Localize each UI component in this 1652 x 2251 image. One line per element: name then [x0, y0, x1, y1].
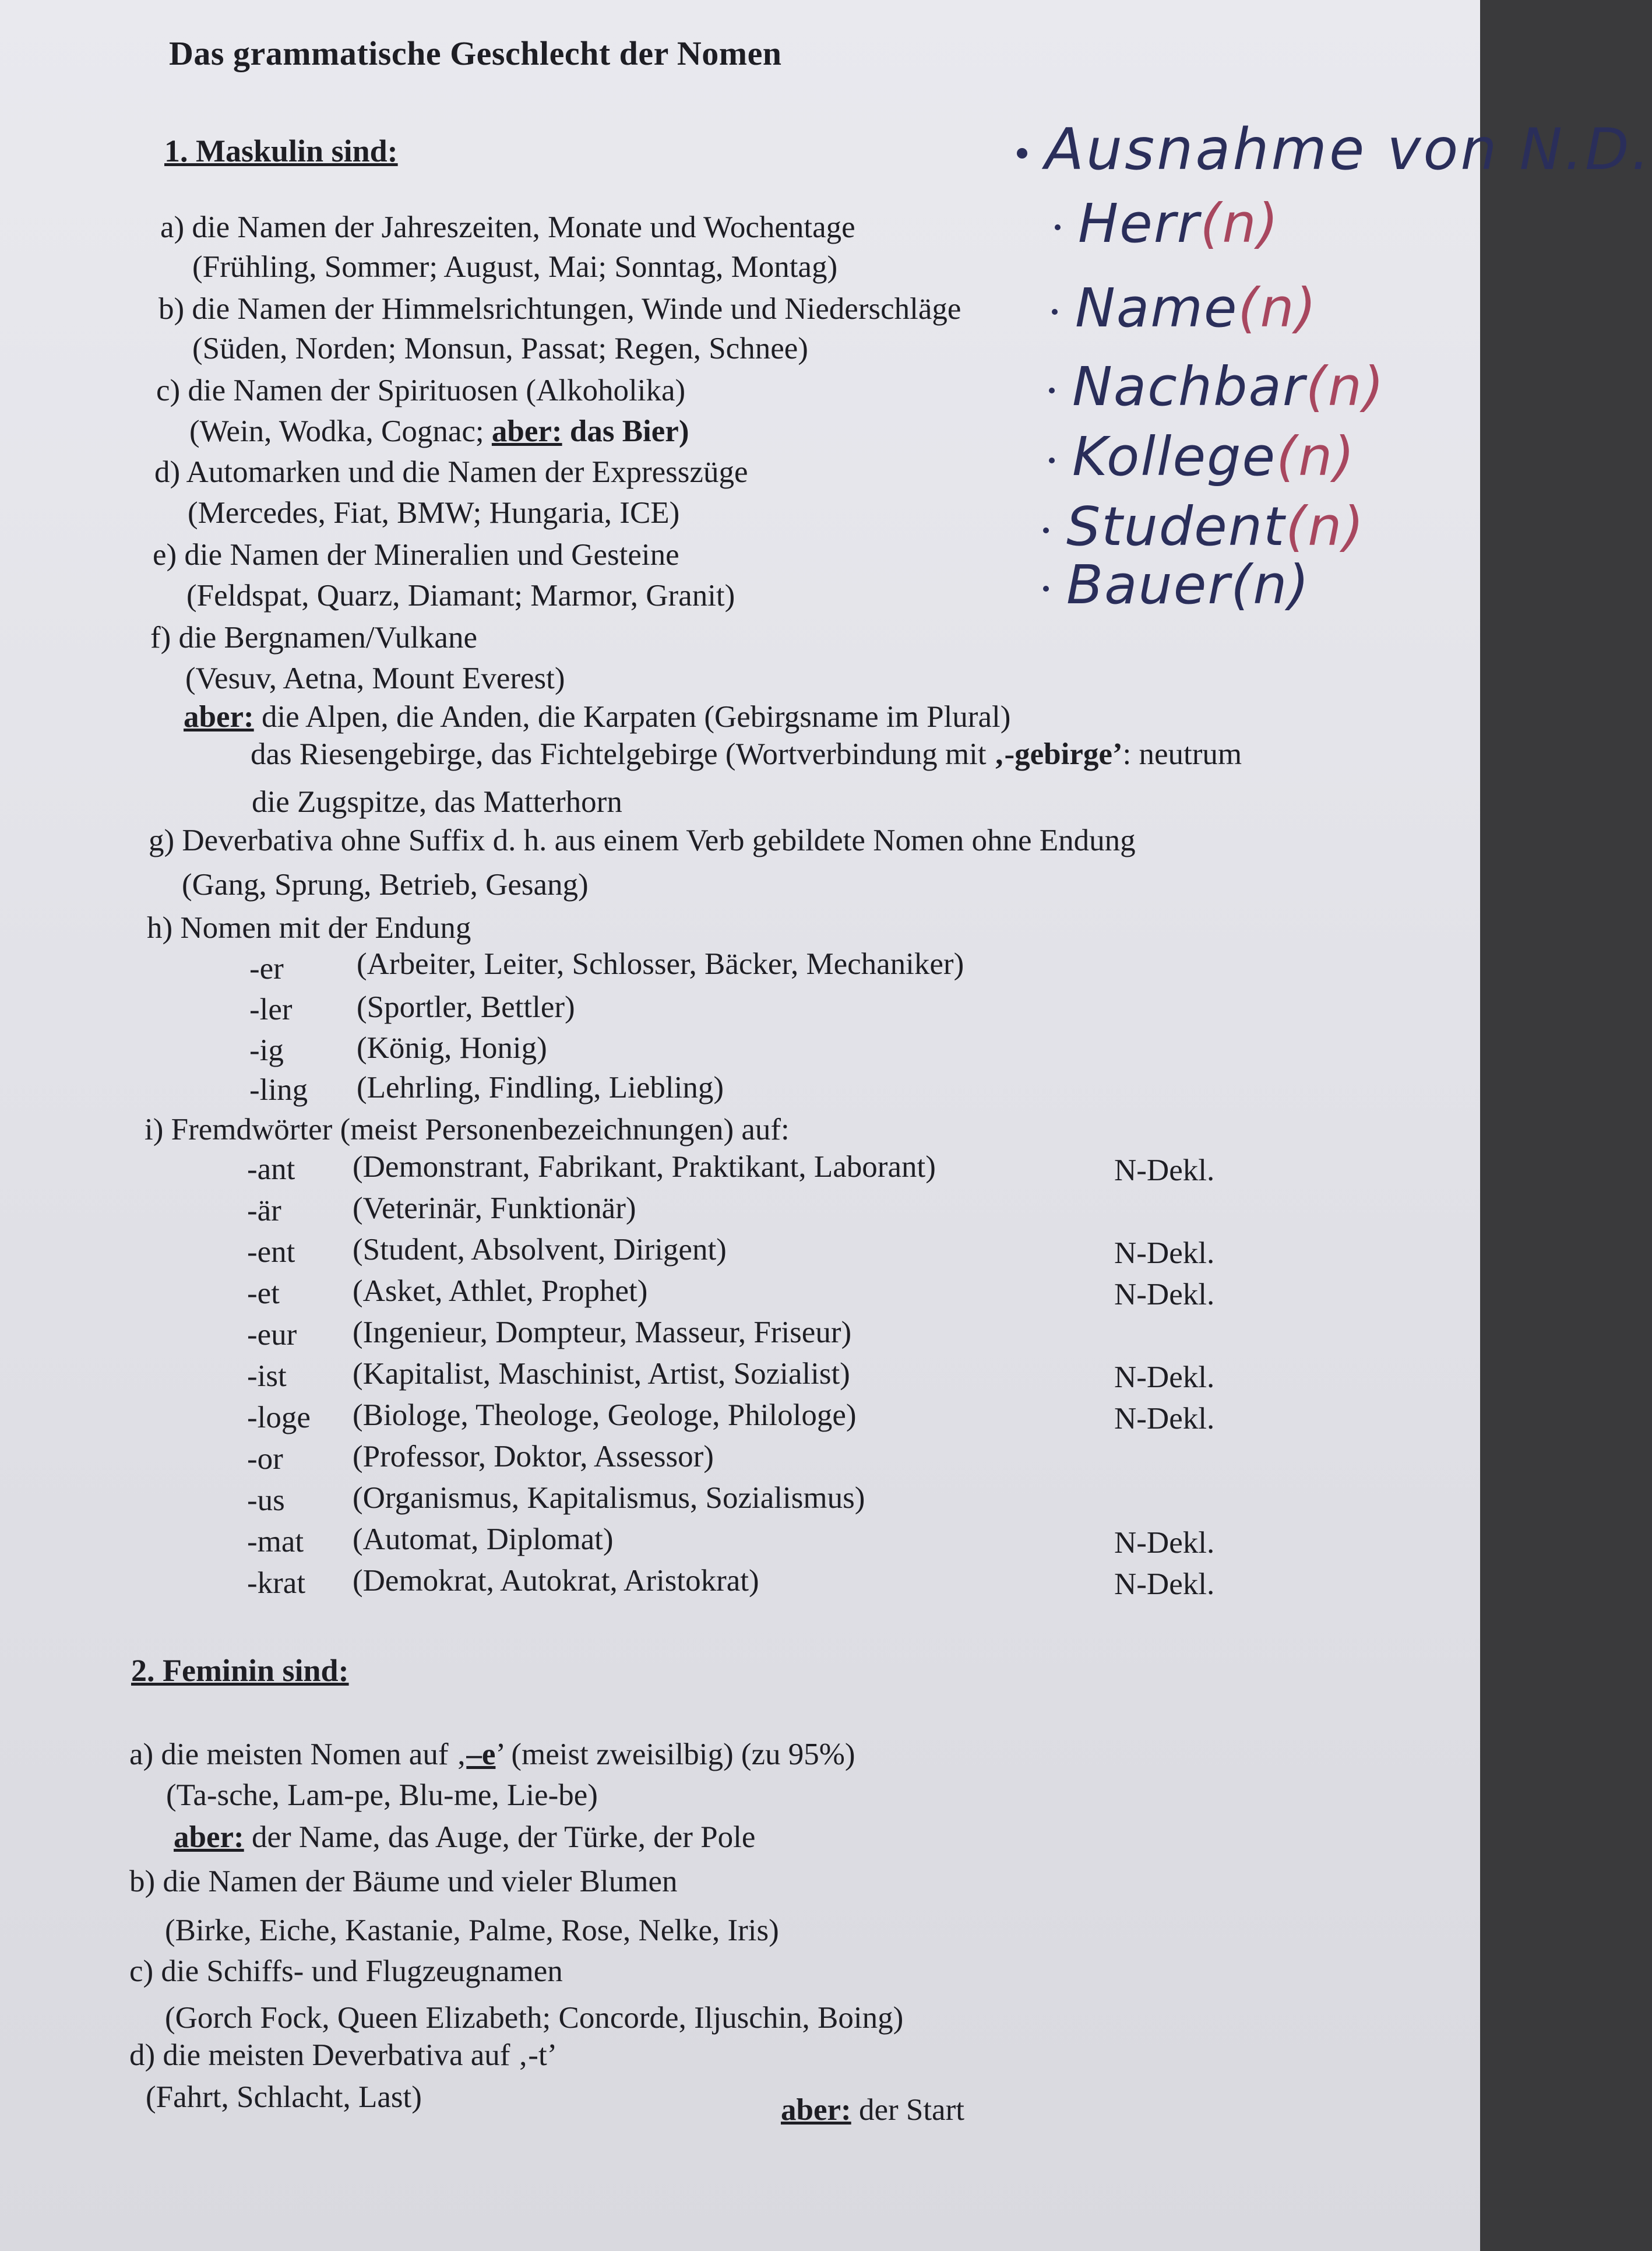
bullet-icon [1017, 148, 1027, 159]
fem-item-d-label: d) die meisten Deverbativa auf ‚-t’ [129, 2038, 558, 2072]
n-dekl-note: N-Dekl. [1114, 1567, 1215, 1601]
item-a-example: (Frühling, Sommer; August, Mai; Sonntag, Montag) [192, 250, 838, 284]
item-e-example: (Feldspat, Quarz, Diamant; Marmor, Granit) [186, 579, 735, 613]
dot-icon [1049, 458, 1055, 463]
dot-icon [1052, 309, 1058, 315]
fremdwort-suffix: -loge [247, 1401, 311, 1434]
handwritten-entry-kollege: Kollege(n) [1049, 425, 1355, 488]
fremdwort-suffix: -är [247, 1194, 281, 1228]
n-dekl-note: N-Dekl. [1114, 1278, 1215, 1311]
item-g-example: (Gang, Sprung, Betrieb, Gesang) [182, 868, 589, 902]
fremdwort-suffix: -mat [247, 1525, 304, 1559]
suffix-ler: -ler [249, 993, 293, 1026]
fem-item-a-label: a) die meisten Nomen auf ‚–e’ (meist zweisilbig) (zu 95%) [129, 1738, 855, 1771]
handwritten-entry-herr: Herr(n) [1055, 192, 1280, 255]
dot-icon [1043, 586, 1049, 592]
item-h-label: h) Nomen mit der Endung [147, 911, 471, 945]
item-i-label: i) Fremdwörter (meist Personenbezeichnungen) auf: [145, 1113, 790, 1146]
page-title: Das grammatische Geschlecht der Nomen [169, 34, 782, 72]
fremdwort-words: (Demonstrant, Fabrikant, Praktikant, Laborant) [353, 1150, 936, 1184]
fremdwort-words: (Professor, Doktor, Assessor) [353, 1440, 714, 1473]
fremdwort-suffix: -ant [247, 1152, 295, 1186]
item-f-aber-line1: aber: die Alpen, die Anden, die Karpaten (Gebirgsname im Plural) [184, 700, 1011, 734]
fremdwort-suffix: -or [247, 1442, 283, 1476]
item-c-label: c) die Namen der Spirituosen (Alkoholika) [156, 374, 686, 407]
fremdwort-suffix: -ent [247, 1235, 295, 1269]
item-f-example: (Vesuv, Aetna, Mount Everest) [185, 662, 565, 695]
fremdwort-words: (Biologe, Theologe, Geologe, Philologe) [353, 1398, 857, 1432]
n-dekl-note: N-Dekl. [1114, 1153, 1215, 1187]
handwritten-entry-student: Student(n) [1043, 495, 1365, 558]
section-heading-maskulin: 1. Maskulin sind: [164, 133, 398, 168]
item-a-label: a) die Namen der Jahreszeiten, Monate und Wochentage [160, 210, 855, 244]
fem-item-d-aber: aber: der Start [781, 2093, 964, 2127]
handwritten-entry-name: Name(n) [1052, 277, 1318, 339]
item-d-label: d) Automarken und die Namen der Expresszüge [154, 455, 748, 489]
fremdwort-words: (Ingenieur, Dompteur, Masseur, Friseur) [353, 1316, 852, 1349]
suffix-er: -er [249, 952, 284, 986]
fremdwort-words: (Demokrat, Autokrat, Aristokrat) [353, 1564, 759, 1598]
fremdwort-words: (Student, Absolvent, Dirigent) [353, 1233, 727, 1267]
item-f-aber-line2: das Riesengebirge, das Fichtelgebirge (Wortverbindung mit ‚-gebirge’: neutrum [251, 737, 1242, 771]
fremdwort-suffix: -eur [247, 1318, 297, 1352]
fremdwort-suffix: -et [247, 1276, 280, 1310]
suffix-ig: -ig [249, 1033, 284, 1067]
item-d-example: (Mercedes, Fiat, BMW; Hungaria, ICE) [188, 496, 680, 530]
dot-icon [1049, 388, 1055, 393]
item-b-example: (Süden, Norden; Monsun, Passat; Regen, Schnee) [192, 332, 808, 365]
item-c-example: (Wein, Wodka, Cognac; aber: das Bier) [189, 414, 689, 448]
fem-item-b-example: (Birke, Eiche, Kastanie, Palme, Rose, Nelke, Iris) [165, 1914, 779, 1947]
dot-icon [1043, 527, 1049, 533]
fem-item-d-example: (Fahrt, Schlacht, Last) [146, 2080, 422, 2114]
handwritten-entry-nachbar: Nachbar(n) [1049, 356, 1385, 418]
suffix-ler-words: (Sportler, Bettler) [357, 990, 575, 1024]
fremdwort-suffix: -ist [247, 1359, 287, 1393]
n-dekl-note: N-Dekl. [1114, 1360, 1215, 1394]
item-g-label: g) Deverbativa ohne Suffix d. h. aus einem Verb gebildete Nomen ohne Endung [149, 824, 1136, 857]
fem-item-c-label: c) die Schiffs- und Flugzeugnamen [129, 1954, 563, 1988]
fremdwort-words: (Automat, Diplomat) [353, 1522, 614, 1556]
suffix-ling-words: (Lehrling, Findling, Liebling) [357, 1071, 724, 1105]
fem-item-c-example: (Gorch Fock, Queen Elizabeth; Concorde, Iljuschin, Boing) [165, 2001, 904, 2035]
fremdwort-words: (Organismus, Kapitalismus, Sozialismus) [353, 1481, 865, 1515]
fremdwort-words: (Asket, Athlet, Prophet) [353, 1274, 648, 1308]
handwritten-heading: Ausnahme von N.D. [1017, 117, 1652, 183]
n-dekl-note: N-Dekl. [1114, 1236, 1215, 1270]
item-b-label: b) die Namen der Himmelsrichtungen, Winde und Niederschläge [158, 292, 961, 326]
n-dekl-note: N-Dekl. [1114, 1402, 1215, 1436]
item-f-label: f) die Bergnamen/Vulkane [150, 621, 477, 655]
item-f-aber-line3: die Zugspitze, das Matterhorn [252, 785, 622, 819]
suffix-er-words: (Arbeiter, Leiter, Schlosser, Bäcker, Mechaniker) [357, 947, 964, 981]
suffix-ling: -ling [249, 1073, 308, 1107]
item-e-label: e) die Namen der Mineralien und Gesteine [153, 538, 679, 572]
suffix-ig-words: (König, Honig) [357, 1031, 547, 1065]
fem-item-b-label: b) die Namen der Bäume und vieler Blumen [129, 1865, 678, 1898]
fremdwort-words: (Veterinär, Funktionär) [353, 1191, 636, 1225]
section-heading-feminin: 2. Feminin sind: [131, 1653, 349, 1688]
fremdwort-words: (Kapitalist, Maschinist, Artist, Sozialist) [353, 1357, 850, 1391]
fem-item-a-example: (Ta-sche, Lam-pe, Blu-me, Lie-be) [166, 1778, 598, 1812]
fem-item-a-aber: aber: der Name, das Auge, der Türke, der Pole [174, 1820, 756, 1854]
n-dekl-note: N-Dekl. [1114, 1526, 1215, 1560]
dot-icon [1055, 224, 1061, 230]
fremdwort-suffix: -krat [247, 1566, 306, 1600]
handwritten-entry-bauer: Bauer(n) [1043, 554, 1310, 616]
fremdwort-suffix: -us [247, 1483, 285, 1517]
